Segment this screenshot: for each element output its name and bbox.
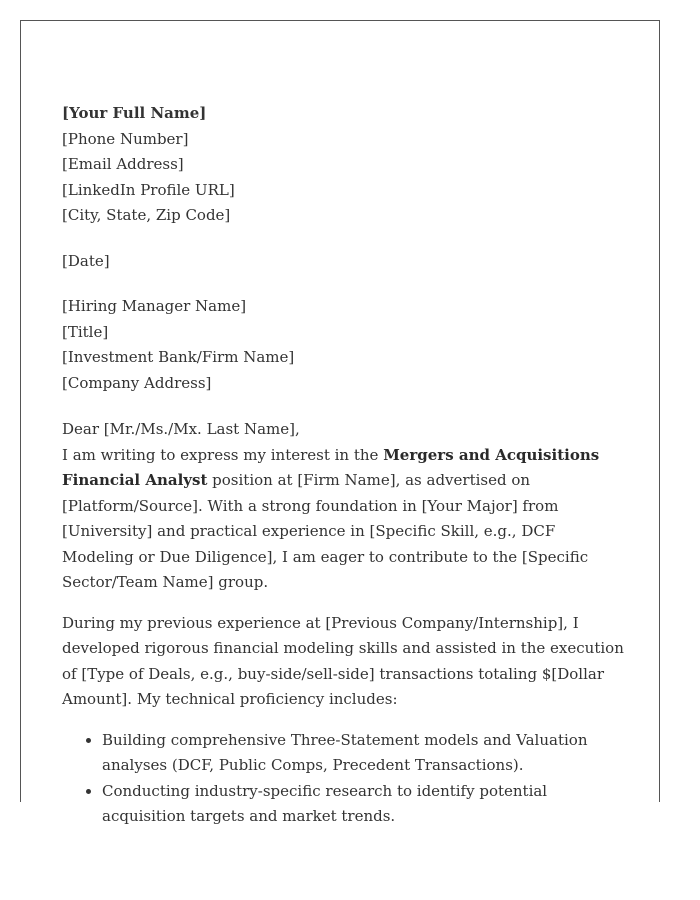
date-block [62, 249, 628, 275]
salutation: Dear [Mr./Ms./Mx. Last Name], [62, 420, 300, 438]
recipient-address: [Company Address] [62, 373, 212, 392]
sender-linkedin: [LinkedIn Profile URL] [62, 180, 235, 199]
recipient-firm: [Investment Bank/Firm Name] [62, 348, 295, 366]
letter-page [20, 20, 660, 825]
role-title: Mergers and Acquisitions Financial Analyst [62, 445, 600, 489]
spacer [62, 396, 628, 417]
body-block [62, 417, 628, 596]
recipient-block [62, 294, 628, 396]
list-item: • Building comprehensive Three-Statement models and Valuation analyses (DCF, Public Comps, Precedent Transactions). [102, 728, 628, 779]
list-item: • Conducting industry-specific research to identify potential acquisition targets and market trends. [102, 779, 628, 830]
sender-email: [Email Address] [62, 155, 184, 173]
sender-phone: [Phone Number] [62, 129, 189, 148]
sender-block [62, 101, 628, 229]
letter-content [62, 101, 628, 830]
spacer [62, 596, 628, 611]
intro-text-after: position at [Firm Name], as advertised on [Platform/Source]. With a strong foundation in [Your Major] from [University] and practical experience in [Specific Skill, e.g., DCF Modeling or Due Diligence], I am eager to contribute to the [Specific Sector/Team Name] group. [62, 471, 589, 591]
recipient-title: [Title] [62, 322, 109, 341]
experience-paragraph: During my previous experience at [Previous Company/Internship], I developed rigorous financial modeling skills and assisted in the execution of [Type of Deals, e.g., buy-side/sell-side] transactions totaling $[Dollar Amount]. My technical proficiency includes: [62, 613, 624, 708]
sender-location: [City, State, Zip Code] [62, 206, 231, 224]
spacer [62, 274, 628, 294]
skills-list [62, 728, 628, 830]
letter-date: [Date] [62, 251, 110, 270]
sender-name: [Your Full Name] [62, 104, 207, 122]
intro-paragraph [62, 443, 628, 596]
recipient-name: [Hiring Manager Name] [62, 297, 247, 315]
intro-text-before: I am writing to express my interest in the [62, 445, 384, 464]
spacer [62, 229, 628, 249]
